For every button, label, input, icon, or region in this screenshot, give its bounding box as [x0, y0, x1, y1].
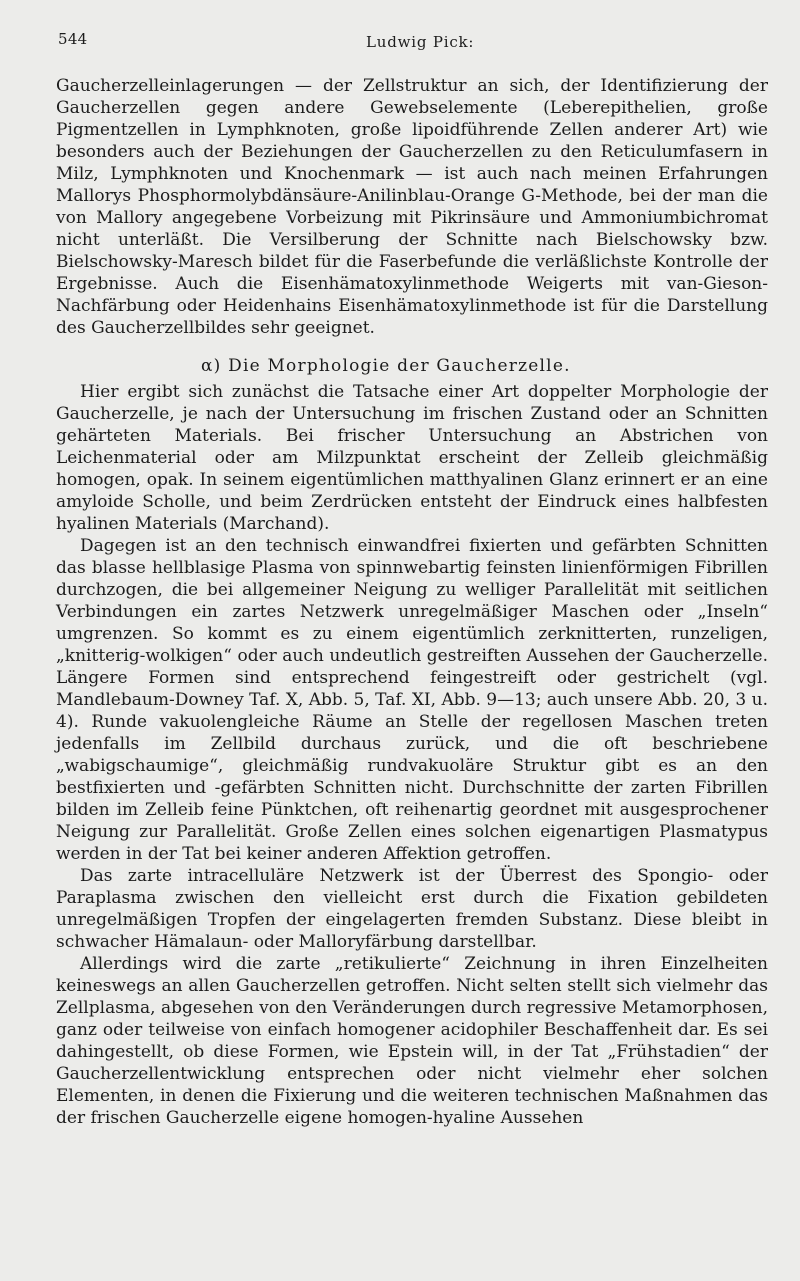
paragraph: Das zarte intracelluläre Netzwerk ist der Überrest des Spongio- oder Paraplasma zwischen den vielleicht erst durch die Fixation gebildeten unregelmäßigen Tropfen der eingelagerten fremden Substanz. Diese bleibt in schwacher Hämalaun- oder Malloryfärbung darstellbar.	[56, 866, 768, 952]
page-number: 544	[58, 30, 88, 48]
body-text	[56, 75, 768, 1129]
section-heading: α) Die Morphologie der Gaucherzelle.	[201, 356, 571, 376]
paragraph: Dagegen ist an den technisch einwandfrei fixierten und gefärbten Schnitten das blasse hellblasige Plasma von spinnwebartig feinsten linienförmigen Fibrillen durchzogen, die bei allgemeiner Neigung zu welliger Parallelität mit seitlichen Verbindungen ein zartes Netzwerk unregelmäßiger Maschen oder „Inseln“ umgrenzen. So kommt es zu einem eigentümlich zerknitterten, runzeligen, „knitterig-wolkigen“ oder auch undeutlich gestreiften Aussehen der Gaucherzelle. Längere Formen sind entsprechend feingestreift oder gestrichelt (vgl. Mandlebaum-Downey Taf. X, Abb. 5, Taf. XI, Abb. 9—13; auch unsere Abb. 20, 3 u. 4). Runde vakuolengleiche Räume an Stelle der regellosen Maschen treten jedenfalls im Zellbild durchaus zurück, und die oft beschriebene „wabigschaumige“, gleichmäßig rundvakuoläre Struktur gibt es an den bestfixierten und -gefärbten Schnitten nicht. Durchschnitte der zarten Fibrillen bilden im Zelleib feine Pünktchen, oft reihenartig geordnet mit ausgesprochener Neigung zur Parallelität. Große Zellen eines solchen eigenartigen Plasmatypus werden in der Tat bei keiner anderen Affektion getroffen.	[56, 536, 768, 864]
page-header	[58, 30, 770, 58]
running-head: Ludwig Pick:	[366, 33, 475, 51]
paragraph: Hier ergibt sich zunächst die Tatsache einer Art doppelter Morphologie der Gaucherzelle, je nach der Untersuchung im frischen Zustand oder an Schnitten gehärteten Materials. Bei frischer Untersuchung an Abstrichen von Leichenmaterial oder am Milzpunktat erscheint der Zelleib gleichmäßig homogen, opak. In seinem eigentümlichen matthyalinen Glanz erinnert er an eine amyloide Scholle, und beim Zerdrücken entsteht der Eindruck eines halbfesten hyalinen Materials (Marchand).	[56, 382, 768, 534]
paragraph: Allerdings wird die zarte „retikulierte“ Zeichnung in ihren Einzelheiten keineswegs an allen Gaucherzellen getroffen. Nicht selten stellt sich vielmehr das Zellplasma, abgesehen von den Veränderungen durch regressive Metamorphosen, ganz oder teilweise von einfach homogener acidophiler Beschaffenheit dar. Es sei dahingestellt, ob diese Formen, wie Epstein will, in der Tat „Frühstadien“ der Gaucherzellentwicklung entsprechen oder nicht vielmehr eher solchen Elementen, in denen die Fixierung und die weiteren technischen Maßnahmen das der frischen Gaucherzelle eigene homogen-hyaline Aussehen	[56, 954, 768, 1128]
paragraph-continued: Gaucherzelleinlagerungen — der Zellstruktur an sich, der Identifizierung der Gaucherzellen gegen andere Gewebselemente (Leberepithelien, große Pigmentzellen in Lymphknoten, große lipoidführende Zellen anderer Art) wie besonders auch der Beziehungen der Gaucherzellen zu den Reticulumfasern in Milz, Lymphknoten und Knochenmark — ist auch nach meinen Erfahrungen Mallorys Phosphormolybdänsäure-Anilinblau-Orange G-Methode, bei der man die von Mallory angegebene Vorbeizung mit Pikrinsäure und Ammoniumbichromat nicht unterläßt. Die Versilberung der Schnitte nach Bielschowsky bzw. Bielschowsky-Maresch bildet für die Faserbefunde die verläßlichste Kontrolle der Ergebnisse. Auch die Eisenhämatoxylinmethode Weigerts mit van-Gieson-Nachfärbung oder Heidenhains Eisenhämatoxylinmethode ist für die Darstellung des Gaucherzellbildes sehr geeignet.	[56, 76, 768, 338]
